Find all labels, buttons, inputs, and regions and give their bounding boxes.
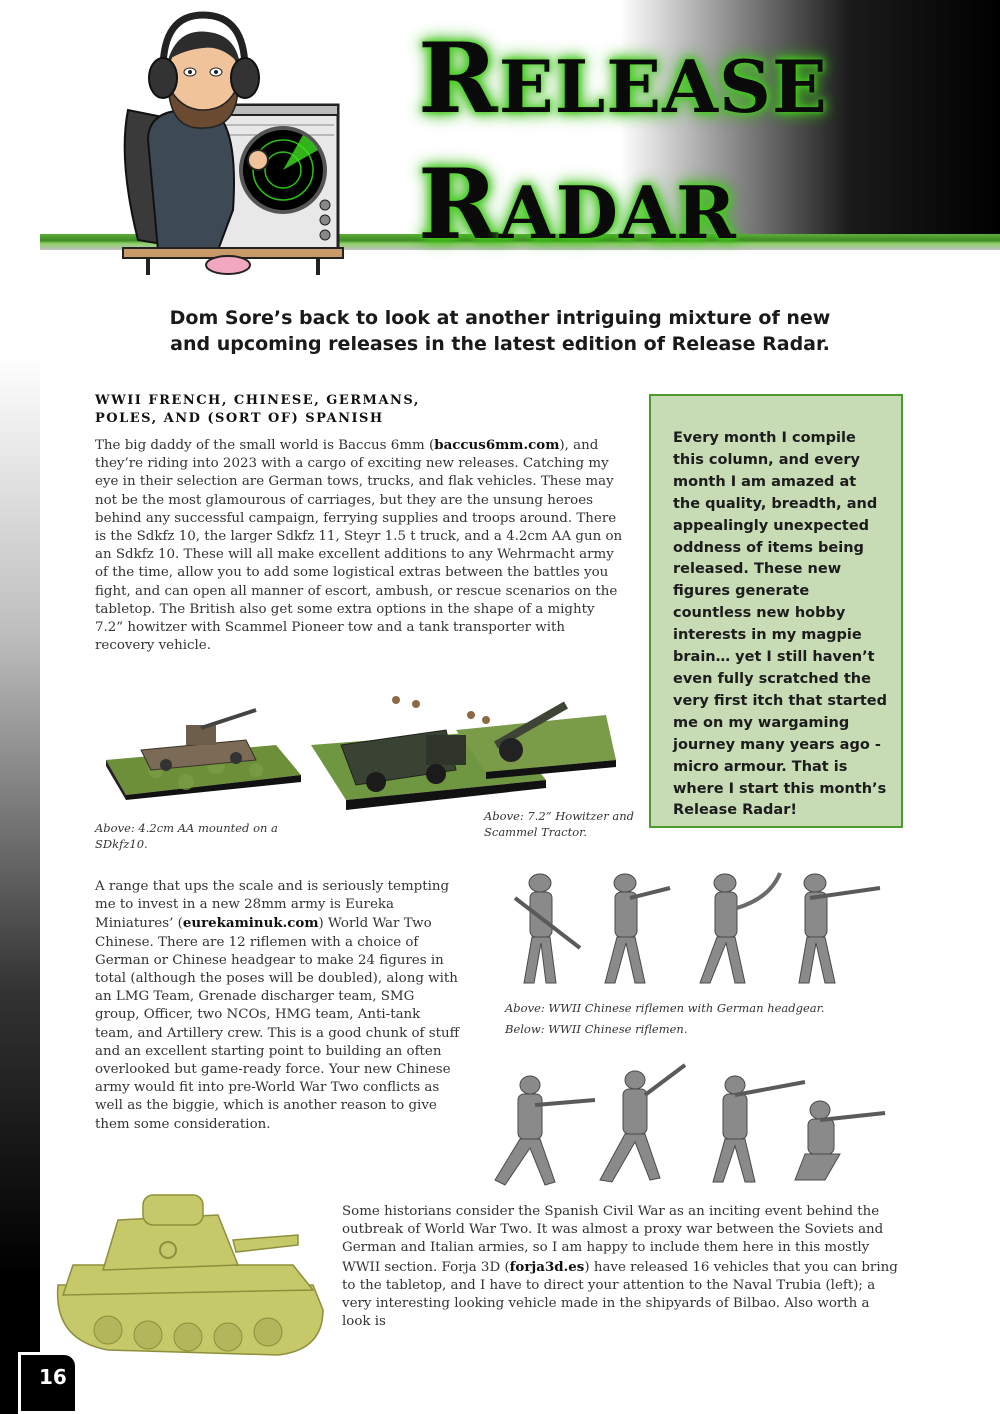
eureka-link[interactable]: eurekaminuk.com [182,915,319,932]
page-number-tab [18,1352,78,1414]
caption-chinese-line1: Above: WWII Chinese riflemen with German headgear. [505,1001,825,1015]
caption-chinese-riflemen [505,998,885,1040]
chinese-riflemen-german-headgear-photo [495,868,885,993]
section-heading: WWII FRENCH, CHINESE, GERMANS, POLES, AND (SORT OF) SPANISH [95,393,420,426]
caption-aa-gun: Above: 4.2cm AA mounted on a SDkfz10. [95,821,278,851]
p2-after: ) World War Two Chinese. There are 12 riflemen with a choice of German or Chinese headgear to make 24 figures in total (although the poses will be doubled), along with an LMG Team, Grenade discharger team, SMG group, Officer, two NCOs, HMG team, Anti-tank team, and Artillery crew. This is a good chunk of stuff and an excellent starting point to building an often overlooked but game-ready force. Your new Chinese army would fit into pre-World War Two conflicts as well as the biggie, which is another reason to give them some consideration. [95,916,460,1132]
p1-before: The big daddy of the small world is Baccus 6mm ( [95,438,435,453]
p3-after: ) have released 16 vehicles that you can bring to the tabletop, and I have to direct your attention to the Naval Trubia (left); a very interesting looking vehicle made in the shipyards of Bilbao. Also worth a look is [342,1259,898,1330]
sidebar-box: Every month I compile this column, and every month I am amazed at the quality, breadth, and appealingly unexpected oddness of items being released. These new figures generate countless new hobby interests in my magpie brain… yet I still haven’t even fully scratched the very first itch that started me on my wargaming journey many years ago - micro armour. That is where I start this month’s Release Radar! [649,394,903,828]
title-line2-cap: R [418,148,499,261]
p3-before: Some historians consider the Spanish Civil War as an inciting event behind the outbreak of World War Two. It was almost a proxy war between the Soviets and German and Italian armies, so I am happy to include them here in this mostly WWII section. Forja 3D ( [342,1204,884,1275]
paragraph-baccus [95,436,625,655]
caption-howitzer: Above: 7.2” Howitzer and Scammel Tractor. [484,809,634,839]
intro-standfirst: Dom Sore’s back to look at another intriguing mixture of new and upcoming releases in the latest edition of Release Radar. [169,307,831,355]
title-line1-rest: ELEASE [498,44,828,129]
p1-after: ), and they’re riding into 2023 with a cargo of exciting new releases. Catching my eye in their selection are German tows, trucks, and flak vehicles. These may not be the most glamourous of carriages, but they are the unsung heroes behind any successful campaign, ferrying supplies and troops around. There is the Sdkfz 10, the larger Sdkfz 11, Steyr 1.5 t truck, and a 4.2cm AA gun on an Sdkfz 10. These will all make excellent additions to any Wehrmacht army of the time, allow you to add some logistical extras between the battles you fight, and can open all manner of escort, ambush, or rescue scenarios on the tabletop. The British also get some extra options in the shape of a mighty 7.2” howitzer with Scammel Pioneer tow and a tank transporter with recovery vehicle. [95,438,623,654]
paragraph-forja3d [342,1203,902,1331]
left-gradient-bar [0,0,40,1414]
howitzer-photo [306,690,616,820]
page-number: 16 [39,1365,67,1389]
mascot-illustration [108,10,348,275]
page-title [418,22,828,282]
caption-chinese-line2: Below: WWII Chinese riflemen. [505,1022,688,1036]
baccus-link[interactable]: baccus6mm.com [434,437,560,453]
title-line2-rest: ADAR [498,170,737,255]
p2-before: A range that ups the scale and is seriously tempting me to invest in a new 28mm army is Eureka Miniatures’ ( [95,879,450,932]
aa-gun-photo [96,700,306,800]
naval-trubia-photo [48,1190,333,1360]
chinese-riflemen-photo [480,1060,890,1190]
title-line1-cap: R [418,22,499,135]
forja3d-link[interactable]: forja3d.es [509,1258,585,1275]
paragraph-eureka [95,878,460,1134]
